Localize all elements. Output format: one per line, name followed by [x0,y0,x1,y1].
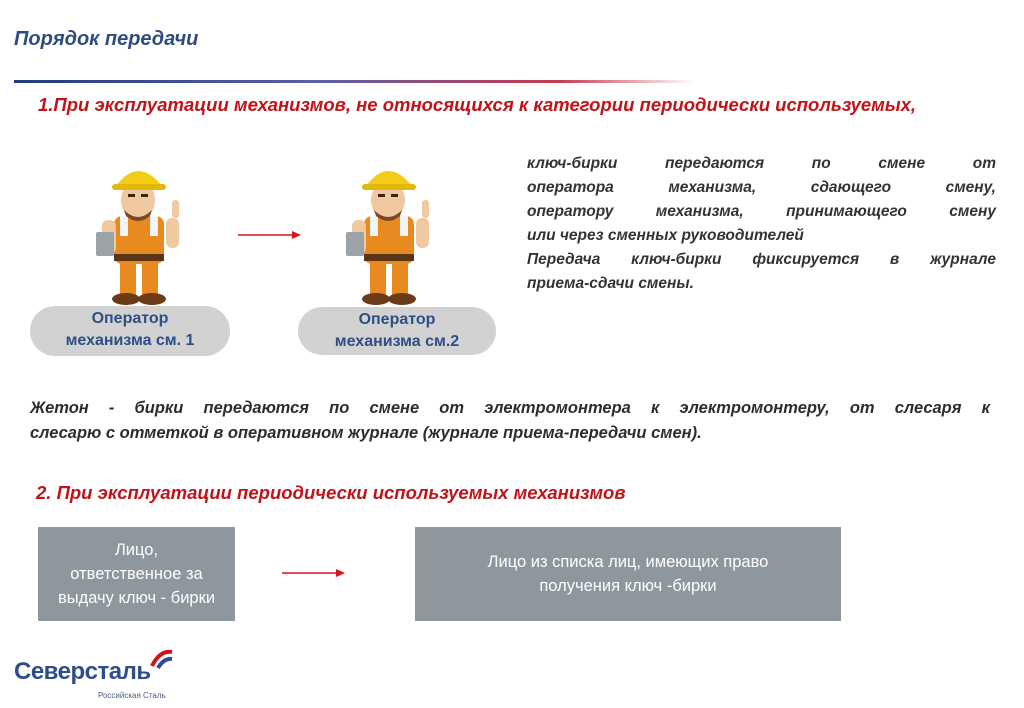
description-line: ключ-бирки передаются по смене от [527,155,996,172]
logo-name: Северсталь [14,658,151,685]
description-line: Передача ключ-бирки фиксируется в журнале [527,251,996,268]
box-from-line: ответственное за [70,565,203,583]
worker-illustration-shift-1 [80,158,200,308]
authorized-person-box [415,527,841,621]
operator-shift-2-label [298,307,496,355]
operator-1-line-2: механизма см. 1 [65,332,195,349]
box-from-line: Лицо, [114,541,159,559]
page-title: Порядок передачи [14,28,199,50]
operator-2-line-2: механизма см.2 [334,333,460,350]
key-tag-transfer-description [527,152,996,296]
description-line: или через сменных руководителей [527,227,804,244]
logo-tagline: Российская Сталь [98,691,166,700]
box-from-line: выдачу ключ - бирки [57,589,216,607]
token-text-line: Жетон - бирки передаются по смене от электромонтера к электромонтеру, от слесаря к [30,399,990,417]
description-line: оператору механизма, принимающего смену [527,203,996,220]
severstal-logo-mark-icon [148,648,174,670]
transfer-arrow-icon [238,229,302,241]
operator-2-line-1: Оператор [358,311,436,328]
token-transfer-text [30,396,990,446]
title-divider [14,80,694,83]
token-text-line: слесарю с отметкой в оперативном журнале (журнале приема-передачи смен). [30,424,702,442]
operator-1-line-1: Оператор [91,310,169,327]
section-1-title: 1.При эксплуатации механизмов, не относящихся к категории периодически используемых, [38,94,917,115]
description-line: приема-сдачи смены. [527,275,694,292]
transfer-arrow-icon [282,567,346,579]
worker-illustration-shift-2 [330,158,450,308]
box-to-line: Лицо из списка лиц, имеющих право [487,553,769,571]
box-to-line: получения ключ -бирки [539,577,717,595]
description-line: оператора механизма, сдающего смену, [527,179,996,196]
operator-shift-1-label [30,306,230,356]
section-2-title: 2. При эксплуатации периодически используемых механизмов [36,482,626,503]
responsible-person-box [38,527,235,621]
severstal-logo [14,648,174,704]
